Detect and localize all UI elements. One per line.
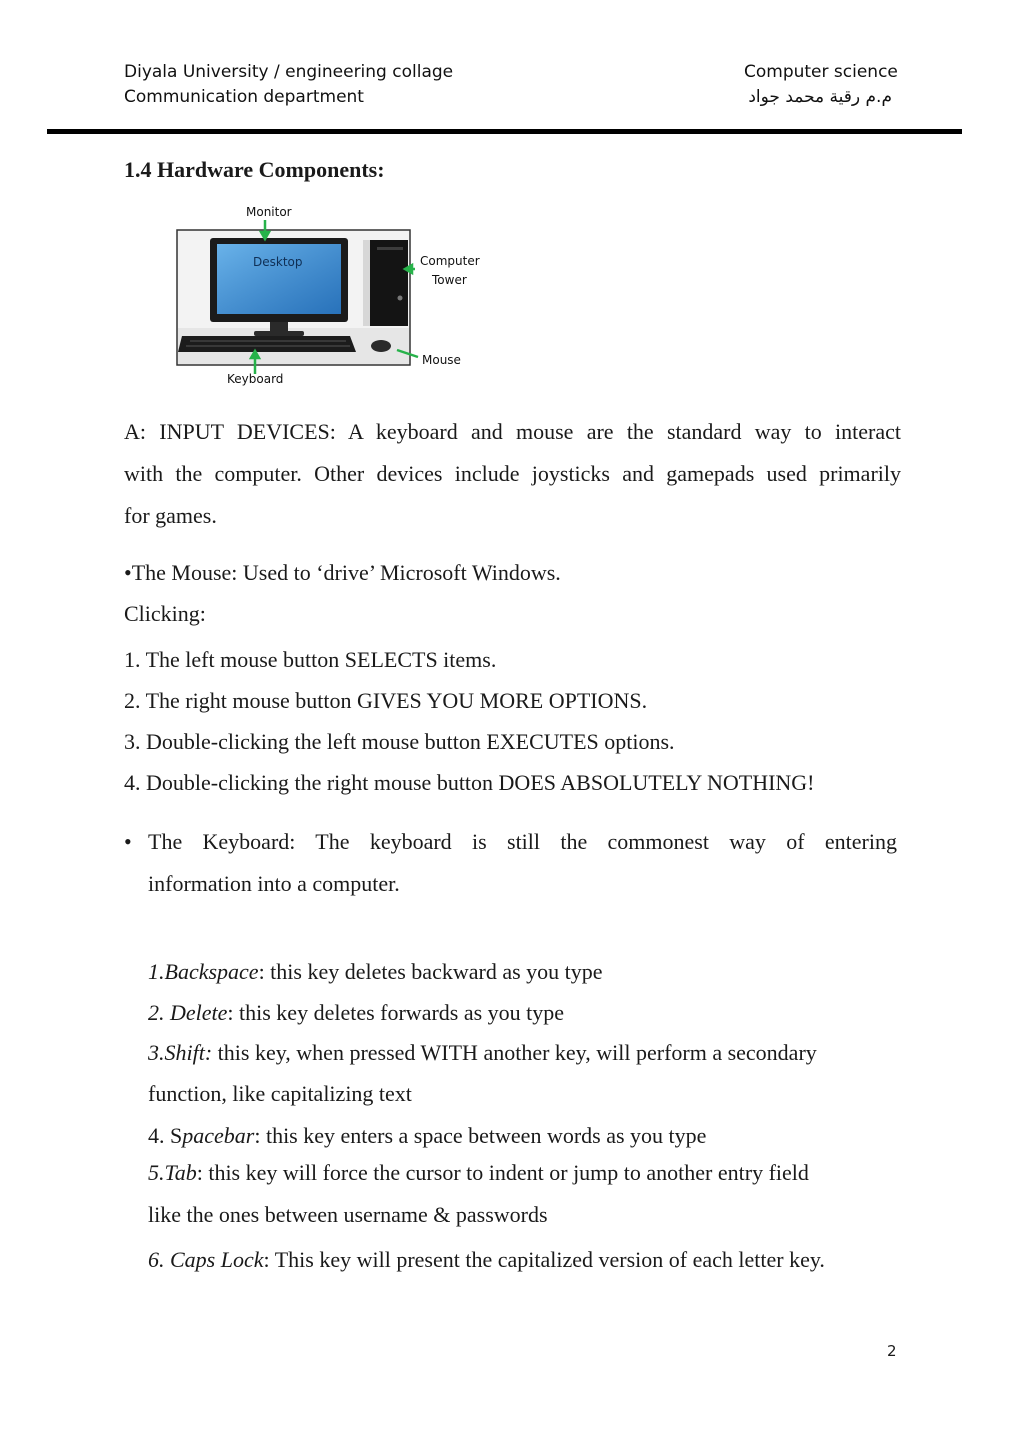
keyboard-bullet: • — [124, 829, 132, 854]
page-number: 2 — [887, 1342, 897, 1360]
mouse-intro: •The Mouse: Used to ‘drive’ Microsoft Windows. — [124, 560, 561, 585]
key-caps-lock: 6. Caps Lock: This key will present the capitalized version of each letter key. — [148, 1247, 825, 1272]
monitor-graphic — [210, 238, 348, 336]
label-desktop: Desktop — [253, 255, 303, 269]
key-tab: 5.Tab: this key will force the cursor to indent or jump to another entry field — [148, 1160, 809, 1185]
keyboard-graphic — [178, 336, 356, 352]
section-title: 1.4 Hardware Components: — [124, 157, 385, 182]
mouse-graphic — [371, 340, 391, 352]
key-tab-cont: like the ones between username & passwords — [148, 1202, 548, 1227]
input-devices-line3: for games. — [124, 503, 217, 528]
mouse-item: 1. The left mouse button SELECTS items. — [124, 647, 497, 672]
label-mouse: Mouse — [422, 353, 461, 367]
input-devices-line1: A: INPUT DEVICES: A keyboard and mouse are the standard way to interact — [124, 419, 901, 444]
label-monitor: Monitor — [246, 205, 292, 219]
header-left — [124, 60, 453, 110]
key-spacebar: 4. Spacebar: this key enters a space between words as you type — [148, 1123, 707, 1148]
mouse-item: 3. Double-clicking the left mouse button EXECUTES options. — [124, 729, 675, 754]
label-tower: Tower — [432, 273, 467, 287]
label-computer: Computer — [420, 254, 480, 268]
header-department: Communication department — [124, 87, 364, 107]
input-devices-line2: with the computer. Other devices include joysticks and gamepads used primarily — [124, 461, 901, 486]
header-university: Diyala University / engineering collage — [124, 62, 454, 82]
keyboard-paragraph — [148, 821, 897, 905]
mouse-item: 2. The right mouse button GIVES YOU MORE OPTIONS. — [124, 688, 648, 713]
keyboard-line1: The Keyboard: The keyboard is still the commonest way of entering — [148, 829, 897, 854]
clicking-heading: Clicking: — [124, 601, 206, 626]
computer-tower-graphic — [363, 240, 408, 326]
header-right — [744, 60, 898, 110]
label-keyboard: Keyboard — [227, 372, 284, 386]
header-rule — [47, 129, 962, 134]
key-shift: 3.Shift: this key, when pressed WITH another key, will perform a secondary — [148, 1040, 817, 1065]
mouse-item: 4. Double-clicking the right mouse button DOES ABSOLUTELY NOTHING! — [124, 770, 815, 795]
key-shift-cont: function, like capitalizing text — [148, 1081, 412, 1106]
keyboard-line2: information into a computer. — [148, 871, 400, 896]
key-backspace: 1.Backspace: this key deletes backward as you type — [148, 959, 603, 984]
key-delete: 2. Delete: this key deletes forwards as you type — [148, 1000, 565, 1025]
header-subject: Computer science — [744, 62, 898, 82]
hardware-figure — [160, 200, 500, 395]
header-author: م.م رقية محمد جواد — [748, 87, 892, 107]
